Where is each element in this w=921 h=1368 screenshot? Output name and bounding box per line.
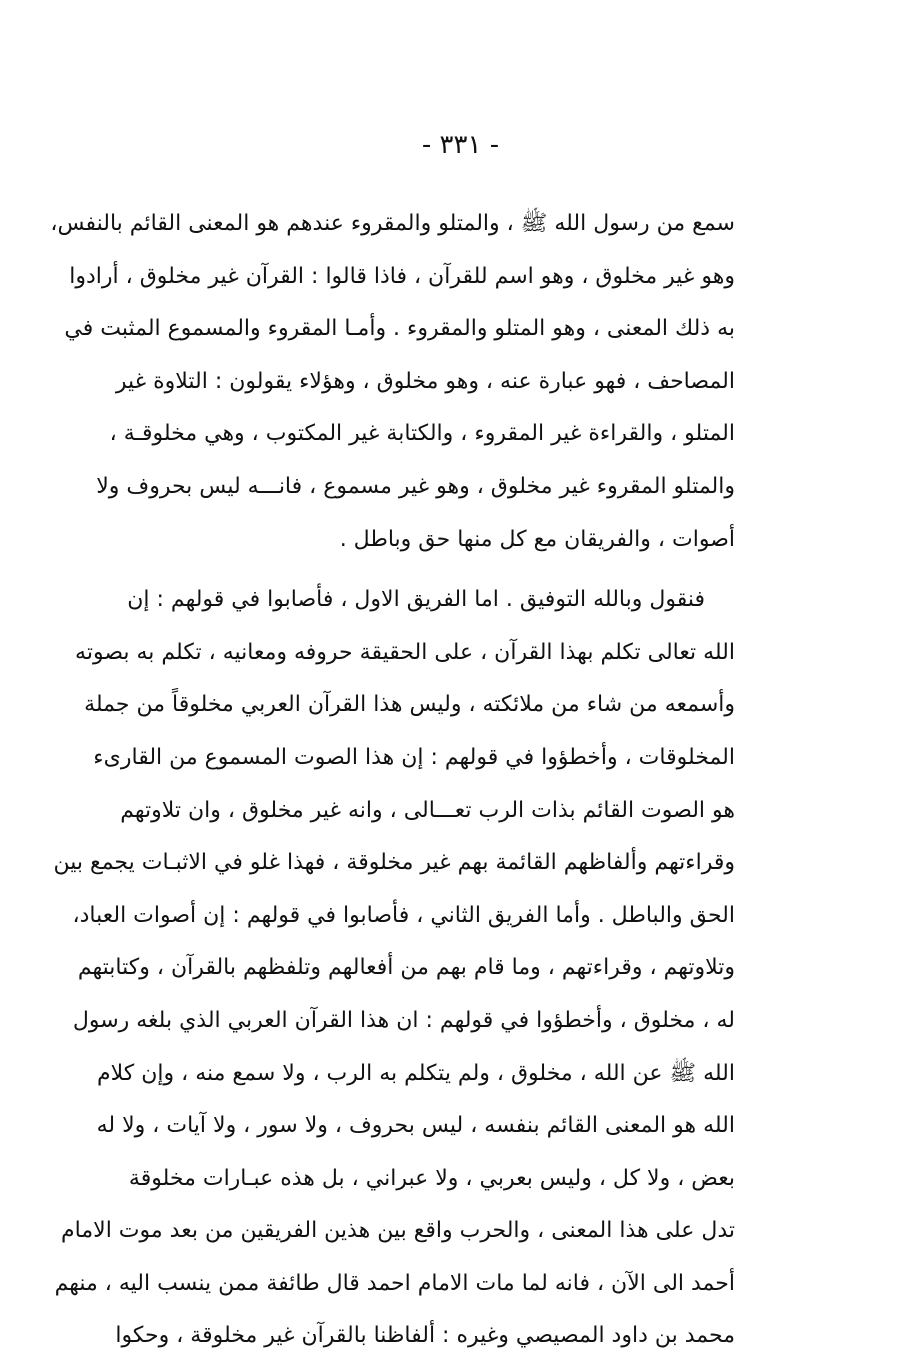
- text-line: وتلاوتهم ، وقراءتهم ، وما قام بهم من أفعالهم وتلفظهم بالقرآن ، وكتابتهم: [77, 955, 735, 981]
- text-line: محمد بن داود المصيصي وغيره : ألفاظنا بالقرآن غير مخلوقة ، وحكوا: [115, 1323, 735, 1349]
- text-line: وهو غير مخلوق ، وهو اسم للقرآن ، فاذا قالوا : القرآن غير مخلوق ، أرادوا: [69, 263, 735, 289]
- body-text: [50, 198, 735, 1363]
- text-line: فنقول وبالله التوفيق . اما الفريق الاول ، فأصابوا في قولهم : إن: [127, 587, 705, 613]
- paragraph-1: [50, 198, 735, 566]
- text-line: أصوات ، والفريقان مع كل منها حق وباطل .: [339, 526, 735, 552]
- text-line: الله ﷺ عن الله ، مخلوق ، ولم يتكلم به الرب ، ولا سمع منه ، وإن كلام: [97, 1060, 735, 1086]
- text-line: الله هو المعنى القائم بنفسه ، ليس بحروف ، ولا سور ، ولا آيات ، ولا له: [96, 1113, 735, 1139]
- text-line: وأسمعه من شاء من ملائكته ، وليس هذا القرآن العربي مخلوقاً من جملة: [84, 692, 735, 718]
- page-number: - ٣٣١ -: [421, 130, 500, 160]
- text-line: والمتلو المقروء غير مخلوق ، وهو غير مسموع ، فانـــه ليس بحروف ولا: [96, 473, 735, 499]
- text-line: أحمد الى الآن ، فانه لما مات الامام احمد قال طائفة ممن ينسب اليه ، منهم: [54, 1270, 735, 1296]
- text-line: بعض ، ولا كل ، وليس بعربي ، ولا عبراني ، بل هذه عبـارات مخلوقة: [128, 1165, 735, 1191]
- text-line: المتلو ، والقراءة غير المقروء ، والكتابة غير المكتوب ، وهي مخلوقـة ،: [109, 421, 735, 447]
- text-line: المخلوقات ، وأخطؤوا في قولهم : إن هذا الصوت المسموع من القارىء: [93, 744, 735, 770]
- text-line: الحق والباطل . وأما الفريق الثاني ، فأصابوا في قولهم : إن أصوات العباد،: [72, 902, 735, 928]
- text-line: سمع من رسول الله ﷺ ، والمتلو والمقروء عندهم هو المعنى القائم بالنفس،: [50, 211, 735, 236]
- paragraph-gap: [175, 566, 735, 574]
- paragraph-2: [53, 574, 735, 1363]
- text-line: وقراءتهم وألفاظهم القائمة بهم غير مخلوقة ، فهذا غلو في الاثبـات يجمع بين: [53, 850, 735, 876]
- text-line: هو الصوت القائم بذات الرب تعـــالى ، وانه غير مخلوق ، وان تلاوتهم: [120, 797, 735, 823]
- text-line: به ذلك المعنى ، وهو المتلو والمقروء . وأمـا المقروء والمسموع المثبت في: [64, 316, 735, 342]
- text-line: تدل على هذا المعنى ، والحرب واقع بين هذين الفريقين من بعد موت الامام: [61, 1218, 735, 1244]
- text-line: الله تعالى تكلم بهذا القرآن ، على الحقيقة حروفه ومعانيه ، تكلم به بصوته: [75, 639, 735, 665]
- text-line: المصاحف ، فهو عبارة عنه ، وهو مخلوق ، وهؤلاء يقولون : التلاوة غير: [115, 368, 735, 394]
- text-line: له ، مخلوق ، وأخطؤوا في قولهم : ان هذا القرآن العربي الذي بلغه رسول: [72, 1007, 735, 1033]
